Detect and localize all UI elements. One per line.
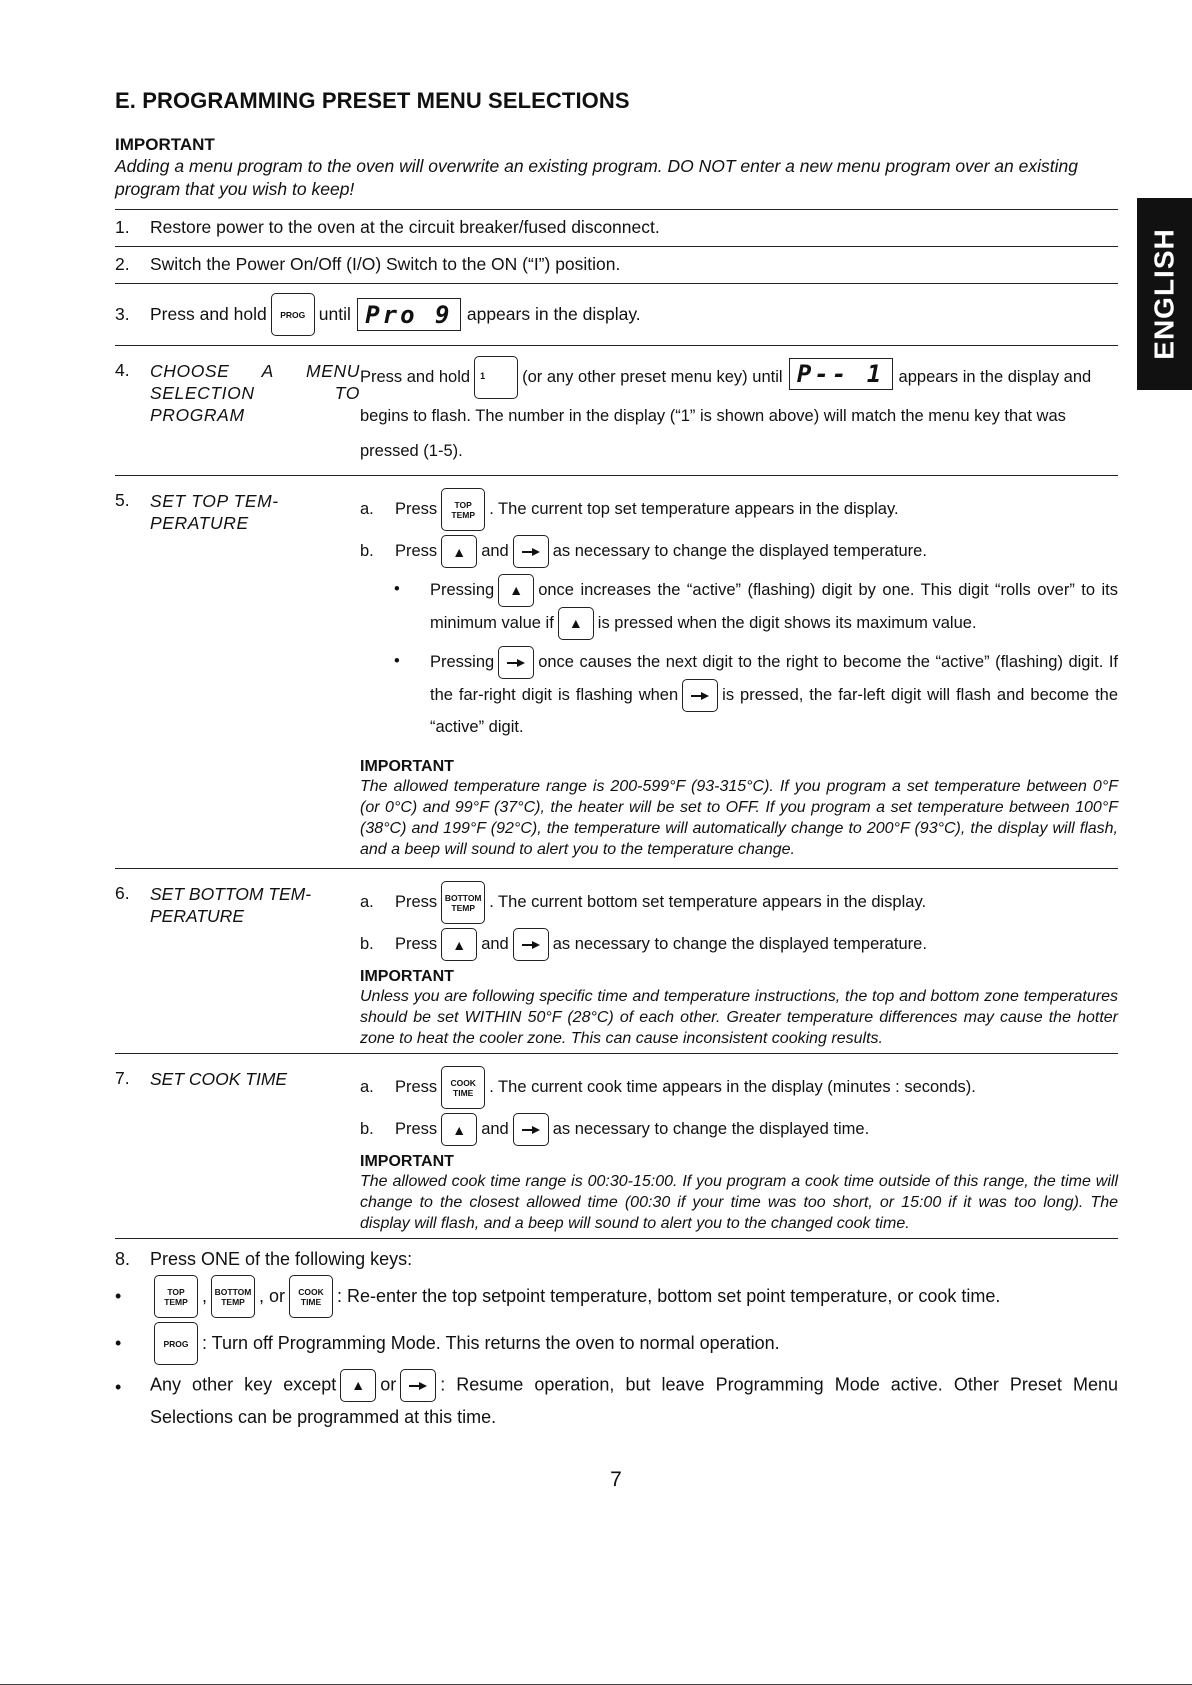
substep-b: [360, 535, 1118, 568]
step-6: [115, 869, 1118, 1053]
right-arrow-key-icon: [513, 928, 549, 961]
substep-letter: a.: [360, 500, 374, 518]
step-text: and: [481, 542, 509, 560]
intro-important-text: Adding a menu program to the oven will overwrite an existing program. DO NOT enter a new menu program over an existing program that you wish to keep!: [115, 156, 1078, 199]
step-2: [115, 247, 1118, 283]
menu-key-1-icon: 1: [474, 356, 518, 399]
top-temp-key-icon: TOP TEMP: [441, 488, 485, 531]
step-text: Press and hold: [360, 367, 471, 386]
right-arrow-key-icon: [498, 646, 534, 679]
top-temp-key-icon: TOP TEMP: [154, 1275, 198, 1318]
step-number: 3.: [115, 304, 130, 324]
step-5: [115, 476, 1118, 868]
substep-letter: b.: [360, 1120, 374, 1138]
step-8-bullet-reenter: • TOP TEMP , BOTTOM TEMP , or COOK TIME : Re-enter the top setpoint temperature, bottom set point temperature, or cook time.: [115, 1275, 1118, 1318]
step-text: once causes the next digit to the right to become the “active” (flashing) digit. If the far-right digit is flashing when: [430, 652, 1118, 704]
step-text: Press: [395, 1120, 438, 1138]
substep-a: [360, 881, 1118, 924]
step-text: : Resume operation, but leave Programming Mode active. Other Preset Menu Selections can be programmed at this time.: [150, 1374, 1118, 1427]
important-text: Unless you are following specific time and temperature instructions, the top and bottom zone temperatures should be set WITHIN 50°F (28°C) of each other. Greater temperature differences may cause the hotter zone to heat the cooler zone. This can cause inconsistent cooking results.: [360, 988, 1118, 1047]
step-number: 1.: [115, 217, 130, 237]
language-tab-label: ENGLISH: [1148, 228, 1180, 360]
step-7: [115, 1054, 1118, 1238]
substep-b: [360, 1113, 1118, 1146]
step-text: appears in the display.: [466, 304, 641, 324]
cook-time-key-icon: COOK TIME: [441, 1066, 485, 1109]
up-arrow-key-icon: ▲: [441, 1113, 477, 1146]
step-text: Any other key except: [150, 1374, 337, 1395]
important-text: The allowed cook time range is 00:30-15:00. If you program a cook time outside of this range, the time will change to the closest allowed time (00:30 if your time was too short, or 15:00 if it was too long). The display will flash, and a beep will sound to alert you to the changed cook time.: [360, 1173, 1118, 1232]
important-label: IMPORTANT: [360, 1153, 454, 1170]
up-arrow-key-icon: ▲: [441, 535, 477, 568]
step-text: (or any other preset menu key) until: [522, 367, 783, 386]
step-text: Press: [395, 893, 438, 911]
step-body: [360, 484, 1118, 860]
step-8-bullet-prog: • PROG : Turn off Programming Mode. This returns the oven to normal operation.: [115, 1322, 1118, 1365]
language-side-tab: [1137, 198, 1192, 390]
substep-a: [360, 488, 1118, 531]
bottom-temp-key-icon: BOTTOM TEMP: [441, 881, 485, 924]
lcd-display-prog: Pro 9: [357, 298, 461, 331]
step-text: ,: [202, 1286, 208, 1306]
step-8: [115, 1239, 1118, 1433]
section-title: E. PROGRAMMING PRESET MENU SELECTIONS: [115, 88, 630, 113]
step-text: is pressed, the far-left digit will flash and become the “active” digit.: [430, 685, 1119, 736]
step-3: [115, 284, 1118, 345]
cook-time-key-icon: COOK TIME: [289, 1275, 333, 1318]
intro-important-label: IMPORTANT: [115, 135, 215, 154]
prog-key-icon: PROG: [154, 1322, 198, 1365]
manual-page: [115, 88, 1118, 1433]
step-text: : Re-enter the top setpoint temperature, bottom set point temperature, or cook time.: [337, 1286, 1001, 1306]
right-arrow-key-icon: [513, 1113, 549, 1146]
right-arrow-key-icon: [513, 535, 549, 568]
step-number: 7.: [115, 1068, 130, 1088]
step-text: as necessary to change the displayed temperature.: [552, 542, 927, 560]
right-arrow-key-icon: [400, 1369, 436, 1402]
step-1: [115, 210, 1118, 246]
up-arrow-key-icon: ▲: [498, 574, 534, 607]
step-text: . The current top set temperature appears in the display.: [489, 500, 899, 518]
step-number: 8.: [115, 1249, 131, 1269]
step-text: Pressing: [430, 652, 495, 671]
step-number: 6.: [115, 883, 130, 903]
step-text: Press ONE of the following keys:: [150, 1249, 413, 1269]
bullet-up-arrow: • Pressing ▲ once increases the “active” (flashing) digit by one. This digit “rolls over” to its minimum value if ▲ is pressed when the digit shows its maximum value.: [394, 574, 1118, 640]
substep-a: [360, 1066, 1118, 1109]
step-text: Press: [395, 542, 438, 560]
step-text: as necessary to change the displayed temperature.: [552, 935, 927, 953]
up-arrow-key-icon: ▲: [340, 1369, 376, 1402]
substep-letter: a.: [360, 893, 374, 911]
right-arrow-key-icon: [682, 679, 718, 712]
up-arrow-key-icon: ▲: [558, 607, 594, 640]
step-text: as necessary to change the displayed time.: [552, 1120, 870, 1138]
step-body: [360, 877, 1118, 1049]
lcd-display-p1: P-- 1: [789, 358, 893, 390]
important-text: The allowed temperature range is 200-599°F (93-315°C). If you program a set temperature between 0°F (or 0°C) and 99°F (37°C), the heater will be set to OFF. If you program a set temperature between 100°F (38°C) and 199°F (92°C), the temperature will automatically change to 200°F (93°C), the display will flash, and a beep will sound to alert you to the temperature change.: [360, 778, 1118, 858]
page-number: 7: [610, 1468, 622, 1491]
step-text: . The current cook time appears in the display (minutes : seconds).: [489, 1078, 976, 1096]
step-number: 2.: [115, 254, 130, 274]
step-text: Restore power to the oven at the circuit breaker/fused disconnect.: [150, 217, 660, 237]
bottom-temp-key-icon: BOTTOM TEMP: [211, 1275, 255, 1318]
step-label: SET COOK TIME: [150, 1069, 288, 1089]
step-text: : Turn off Programming Mode. This returns the oven to normal operation.: [202, 1333, 780, 1353]
step-body: [360, 356, 1118, 469]
substep-letter: b.: [360, 542, 374, 560]
substep-letter: b.: [360, 935, 374, 953]
step-number: 5.: [115, 490, 130, 510]
step-text: is pressed when the digit shows its maximum value.: [597, 613, 977, 632]
step-text: and: [481, 1120, 509, 1138]
step-text: , or: [259, 1286, 286, 1306]
prog-key-icon: PROG: [271, 293, 315, 336]
step-4: [115, 346, 1118, 475]
step-text: Press: [395, 1078, 438, 1096]
step-text: Press: [395, 935, 438, 953]
step-text: appears in the display and begins to flash. The number in the display (“1” is shown above) will match the menu key that was pressed (1-5).: [360, 367, 1092, 460]
step-text: Pressing: [430, 580, 495, 599]
substep-b: [360, 928, 1118, 961]
step-text: or: [380, 1374, 397, 1395]
step-text: until: [318, 304, 351, 324]
step-text: Press and hold: [150, 304, 267, 324]
step-text: once increases the “active” (flashing) digit by one. This digit “rolls over” to its minimum value if: [430, 580, 1118, 632]
step-text: Press: [395, 500, 438, 518]
bullet-right-arrow: • Pressing once causes the next digit to the right to become the “active” (flashing) digit. If the far-right digit is flashing when is pressed, the far-left digit will flash and become the “active” digit.: [394, 646, 1118, 743]
step-body: [360, 1062, 1118, 1234]
step-label: SET TOP TEM-PERATURE: [150, 491, 279, 533]
step-text: . The current bottom set temperature appears in the display.: [489, 893, 927, 911]
up-arrow-key-icon: ▲: [441, 928, 477, 961]
important-label: IMPORTANT: [360, 758, 454, 775]
step-label: SET BOTTOM TEM-PERATURE: [150, 884, 312, 926]
step-text: and: [481, 935, 509, 953]
step-number: 4.: [115, 360, 130, 380]
step-label: CHOOSE A MENU SELECTION TO PROGRAM: [150, 361, 360, 425]
step-8-bullet-other: • Any other key except ▲ or : Resume operation, but leave Programming Mode active. Other Preset Menu Selections can be programmed at this time.: [115, 1369, 1118, 1433]
important-label: IMPORTANT: [360, 968, 454, 985]
substep-letter: a.: [360, 1078, 374, 1096]
step-text: Switch the Power On/Off (I/O) Switch to the ON (“I”) position.: [150, 254, 621, 274]
